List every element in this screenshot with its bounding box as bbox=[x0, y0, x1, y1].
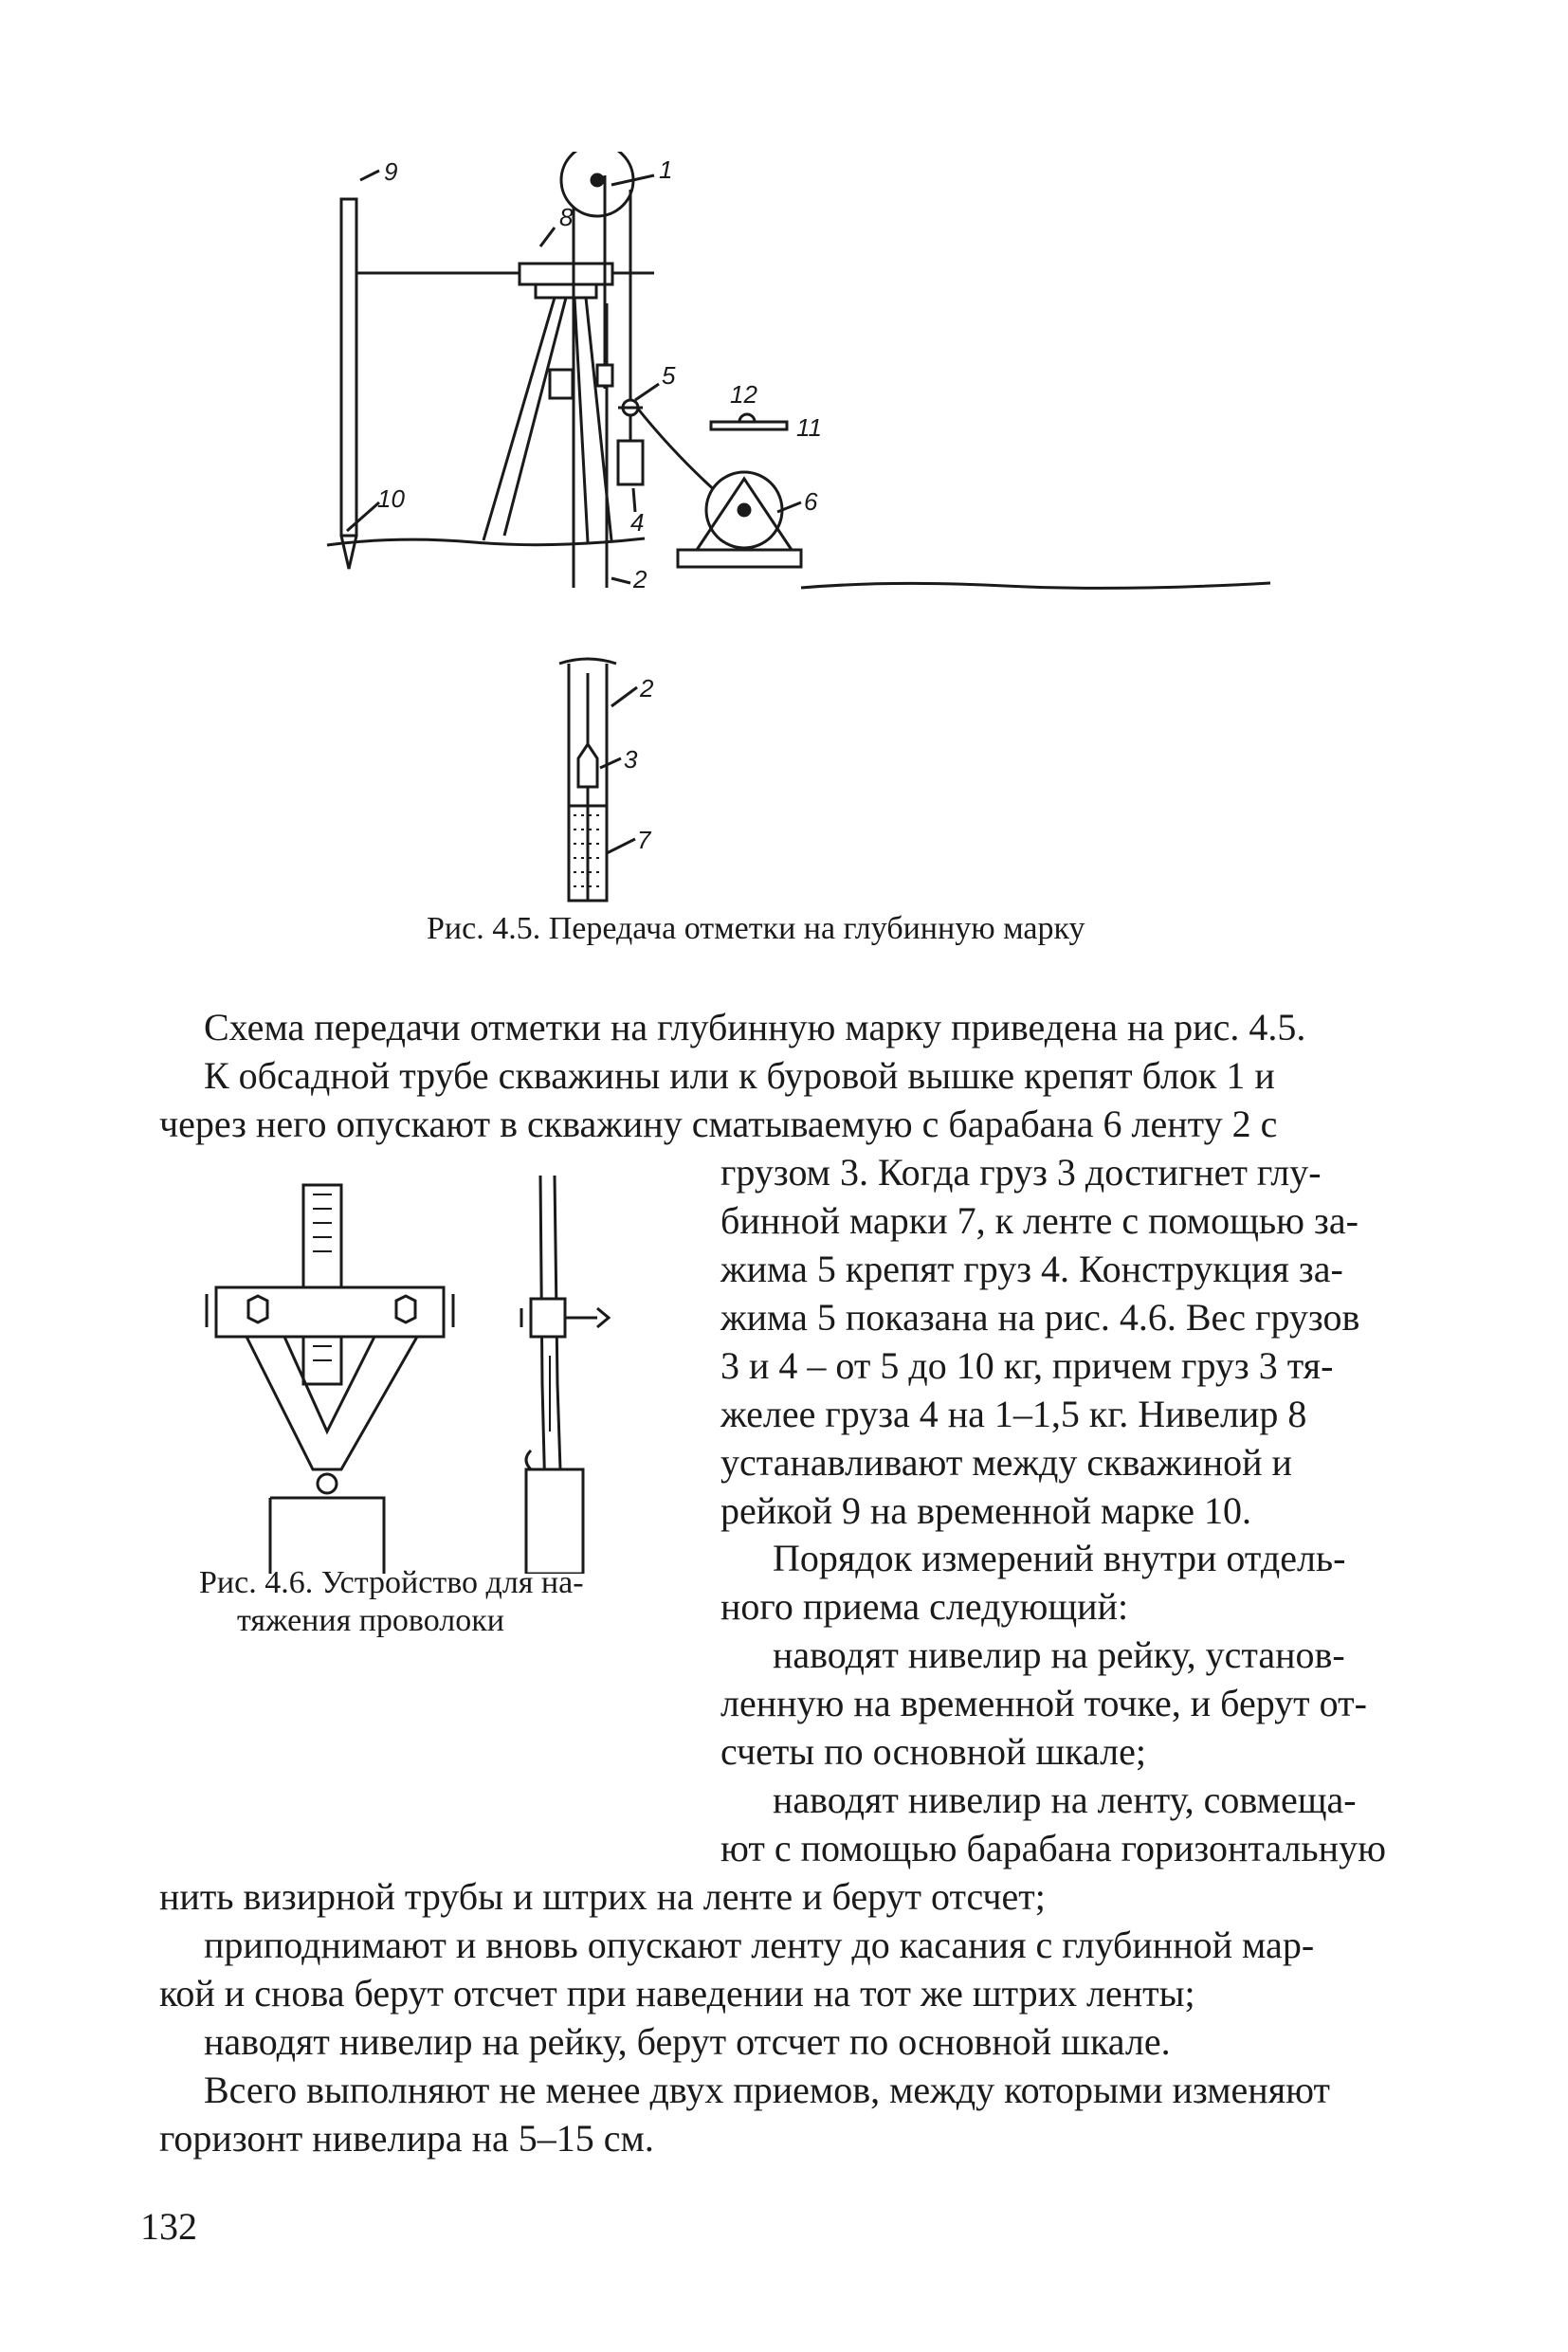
paragraph-4-full bbox=[159, 1872, 1427, 1921]
text-line: ленную на временной точке, и берут от- bbox=[720, 1682, 1367, 1724]
paragraph-2-cont bbox=[720, 1582, 1427, 1631]
label-7: 7 bbox=[637, 826, 651, 854]
label-11: 11 bbox=[796, 413, 822, 442]
figure-4-6-caption-line2: тяжения проволоки bbox=[237, 1603, 504, 1638]
label-8: 8 bbox=[559, 203, 574, 231]
text-line: 3 и 4 – от 5 до 10 кг, причем груз 3 тя- bbox=[720, 1344, 1334, 1387]
text-line: горизонт нивелира на 5–15 см. bbox=[159, 2117, 654, 2160]
label-5: 5 bbox=[662, 361, 676, 390]
text-line: наводят нивелир на рейку, установ- bbox=[773, 1633, 1345, 1676]
label-3: 3 bbox=[624, 745, 638, 774]
ground-right bbox=[801, 583, 1270, 588]
paragraph-5-cont bbox=[159, 1969, 1427, 2017]
text-line: грузом 3. Когда груз 3 достигнет глу- bbox=[720, 1151, 1322, 1194]
text-line: устанавливают между скважиной и bbox=[720, 1441, 1292, 1484]
text-line: Всего выполняют не менее двух приемов, между которыми изменяют bbox=[204, 2069, 1330, 2111]
text-line: счеты по основной шкале; bbox=[720, 1730, 1147, 1773]
label-2-lower: 2 bbox=[640, 674, 654, 702]
text-line: К обсадной трубе скважины или к буровой вышке крепят блок 1 и bbox=[204, 1054, 1275, 1097]
paragraph-1-line2 bbox=[204, 1051, 1427, 1100]
paragraph-2 bbox=[773, 1534, 1427, 1582]
paragraph-7 bbox=[204, 2066, 1427, 2114]
figure-4-6-diagram bbox=[190, 1166, 664, 1574]
paragraph-1-column bbox=[720, 1148, 1427, 1535]
figure-4-5-diagram bbox=[284, 152, 1289, 910]
paragraph-6 bbox=[204, 2017, 1427, 2066]
text-line: Порядок измерений внутри отдель- bbox=[773, 1537, 1346, 1579]
text-line: ного приема следующий: bbox=[720, 1585, 1129, 1628]
hanging-weight-left bbox=[270, 1498, 384, 1574]
label-4: 4 bbox=[630, 508, 645, 537]
weight-4 bbox=[618, 441, 643, 484]
paragraph-4-cont bbox=[720, 1824, 1427, 1872]
text-line: кой и снова берут отсчет при наведении на тот же штрих ленты; bbox=[159, 1972, 1195, 2015]
text-line: приподнимают и вновь опускают ленту до касания с глубинной мар- bbox=[204, 1924, 1315, 1966]
label-9: 9 bbox=[384, 157, 398, 186]
paragraph-1-full bbox=[204, 1003, 1427, 1051]
page-number: 132 bbox=[140, 2205, 197, 2248]
paragraph-1-line3 bbox=[159, 1100, 1427, 1148]
text-line: жима 5 крепят груз 4. Конструкция за- bbox=[720, 1248, 1343, 1290]
text-line: желее груза 4 на 1–1,5 кг. Нивелир 8 bbox=[720, 1393, 1307, 1435]
leveling-staff bbox=[341, 199, 356, 536]
figure-4-6-caption-line1: Рис. 4.6. Устройство для на- bbox=[199, 1565, 584, 1600]
text-line: ют с помощью барабана горизонтальную bbox=[720, 1827, 1386, 1869]
hanging-weight-right bbox=[526, 1469, 583, 1574]
label-12: 12 bbox=[730, 380, 757, 409]
tripod bbox=[483, 298, 611, 542]
bar-11 bbox=[711, 422, 787, 429]
label-1: 1 bbox=[659, 155, 673, 184]
paragraph-7-cont bbox=[159, 2114, 1427, 2162]
paragraph-3-cont bbox=[720, 1679, 1427, 1776]
label-10: 10 bbox=[377, 484, 405, 513]
figure-4-5-caption: Рис. 4.5. Передача отметки на глубинную марку bbox=[427, 911, 1085, 946]
text-line: через него опускают в скважину сматываемую с барабана 6 ленту 2 с bbox=[159, 1103, 1278, 1145]
text-line: Схема передачи отметки на глубинную марку приведена на рис. 4.5. bbox=[204, 1006, 1306, 1048]
paragraph-3 bbox=[773, 1631, 1427, 1679]
paragraph-5 bbox=[204, 1921, 1427, 1969]
text-line: наводят нивелир на рейку, берут отсчет по основной шкале. bbox=[204, 2020, 1171, 2063]
text-line: бинной марки 7, к ленте с помощью за- bbox=[720, 1199, 1358, 1242]
text-line: нить визирной трубы и штрих на ленте и берут отсчет; bbox=[159, 1875, 1046, 1918]
text-line: наводят нивелир на ленту, совмеща- bbox=[773, 1778, 1357, 1821]
weight-3 bbox=[578, 744, 597, 787]
ground-left bbox=[327, 538, 645, 545]
paragraph-4 bbox=[773, 1776, 1427, 1824]
text-line: рейкой 9 на временной марке 10. bbox=[720, 1489, 1252, 1532]
level-instrument bbox=[520, 264, 612, 284]
text-line: жима 5 показана на рис. 4.6. Вес грузов bbox=[720, 1296, 1360, 1339]
label-2-upper: 2 bbox=[633, 565, 647, 593]
label-6: 6 bbox=[804, 487, 818, 516]
tape-scale bbox=[303, 1185, 341, 1384]
